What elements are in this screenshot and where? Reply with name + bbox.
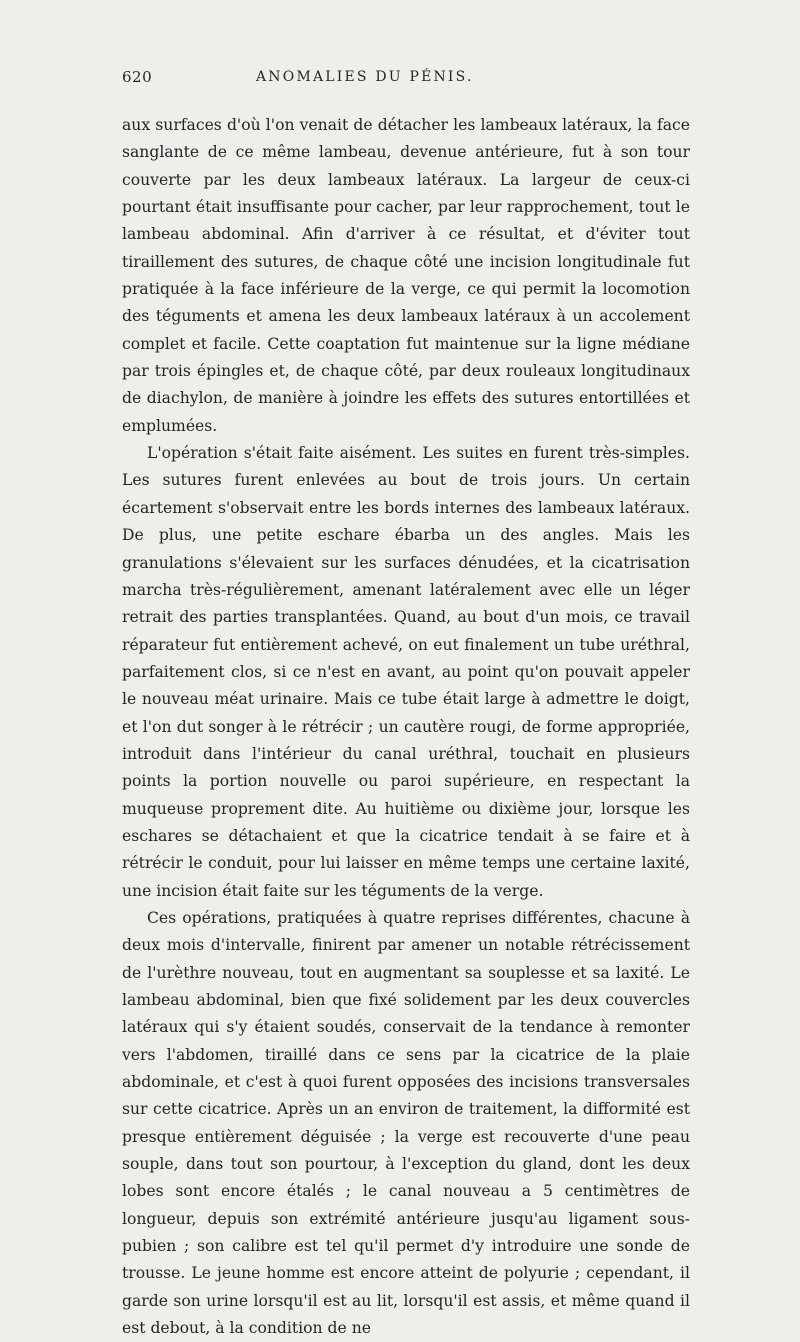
page-header — [122, 68, 690, 92]
running-title: ANOMALIES DU PÉNIS. — [256, 69, 474, 85]
paragraph-2: L'opération s'était faite aisément. Les suites en furent très-simples. Les sutures furent enlevées au bout de trois jours. Un certain écartement s'observait entre les bords internes des lambeaux latéraux. De plus, une petite eschare ébarba un des angles. Mais les granulations s'élevaient sur les surfaces dénudées, et la cicatrisation marcha très-régulièrement, amenant latéralement avec elle un léger retrait des parties transplantées. Quand, au bout d'un mois, ce travail réparateur fut entièrement achevé, on eut finalement un tube uréthral, parfaitement clos, si ce n'est en avant, au point qu'on pouvait appeler le nouveau méat urinaire. Mais ce tube était large à admettre le doigt, et l'on dut songer à le rétrécir ; un cautère rougi, de forme appropriée, introduit dans l'intérieur du canal uréthral, touchait en plusieurs points la portion nouvelle ou paroi supérieure, en respectant la muqueuse proprement dite. Au huitième ou dixième jour, lorsque les eschares se détachaient et que la cicatrice tendait à se faire et à rétrécir le conduit, pour lui laisser en même temps une certaine laxité, une incision était faite sur les téguments de la verge. — [122, 444, 690, 900]
paragraph-3: Ces opérations, pratiquées à quatre reprises différentes, chacune à deux mois d'intervalle, finirent par amener un notable rétrécissement de l'urèthre nouveau, tout en augmentant sa souplesse et sa laxité. Le lambeau abdominal, bien que fixé solidement par les deux couvercles latéraux qui s'y étaient soudés, conservait de la tendance à remonter vers l'abdomen, tiraillé dans ce sens par la cicatrice de la plaie abdominale, et c'est à quoi furent opposées des incisions transversales sur cette cicatrice. Après un an environ de traitement, la difformité est presque entièrement déguisée ; la verge est recouverte d'une peau souple, dans tout son pourtour, à l'exception du gland, dont les deux lobes sont encore étalés ; le canal nouveau a 5 centimètres de longueur, depuis son extrémité antérieure jusqu'au ligament sous-pubien ; son calibre est tel qu'il permet d'y introduire une sonde de trousse. Le jeune homme est encore atteint de polyurie ; cependant, il garde son urine lorsqu'il est au lit, lorsqu'il est assis, et même quand il est debout, à la condition de ne — [122, 908, 690, 1338]
page-number: 620 — [122, 68, 153, 86]
paragraph-1: aux surfaces d'où l'on venait de détacher les lambeaux latéraux, la face sanglante de ce même lambeau, devenue antérieure, fut à son tour couverte par les deux lambeaux latéraux. La largeur de ceux-ci pourtant était insuffisante pour cacher, par leur rapprochement, tout le lambeau abdominal. Afin d'arriver à ce résultat, et d'éviter tout tiraillement des sutures, de chaque côté une incision longitudinale fut pratiquée à la face inférieure de la verge, ce qui permit la locomotion des téguments et amena les deux lambeaux latéraux à un accolement complet et facile. Cette coaptation fut maintenue sur la ligne médiane par trois épingles et, de chaque côté, par deux rouleaux longitudinaux de diachylon, de manière à joindre les effets des sutures entortillées et emplumées. — [122, 116, 690, 435]
body-text — [122, 112, 690, 1342]
